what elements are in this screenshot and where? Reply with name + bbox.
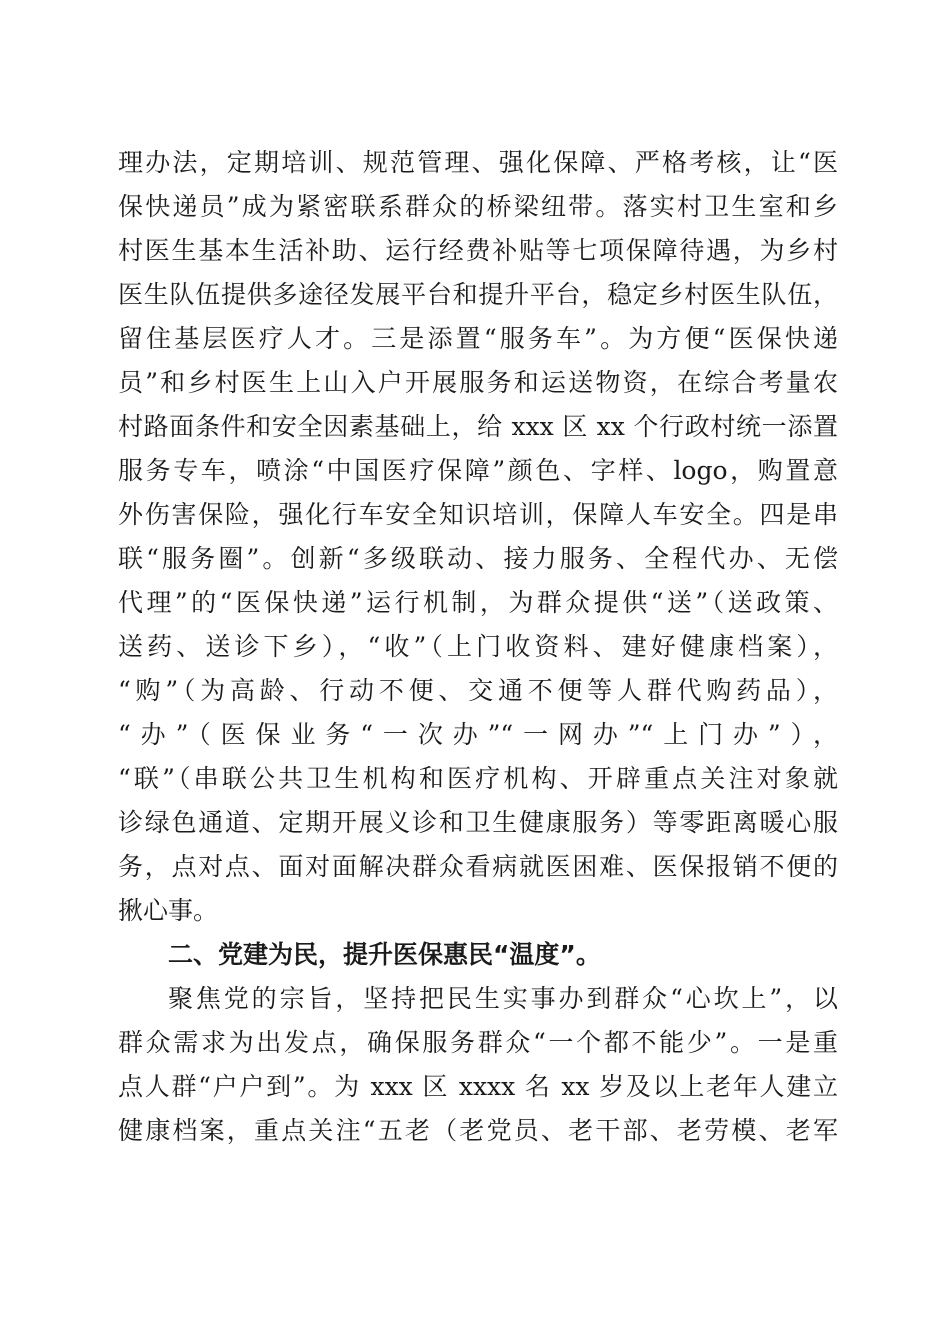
paragraph-line: 送药、送诊下乡），“收”（上门收资料、建好健康档案），	[118, 632, 838, 661]
paragraph-line: 理办法，定期培训、规范管理、强化保障、严格考核，让“医	[118, 148, 838, 177]
paragraph-line: 村医生基本生活补助、运行经费补贴等七项保障待遇，为乡村	[118, 236, 838, 265]
document-body	[118, 141, 838, 1153]
paragraph-line: 员”和乡村医生上山入户开展服务和运送物资，在综合考量农	[118, 368, 838, 397]
paragraph-line: 代理”的“医保快递”运行机制，为群众提供“送”（送政策、	[118, 588, 838, 617]
paragraph-line: 村路面条件和安全因素基础上，给 xxx 区 xx 个行政村统一添置	[118, 412, 838, 441]
paragraph-line: 揪心事。	[118, 896, 219, 925]
paragraph-line: 联“服务圈”。创新“多级联动、接力服务、全程代办、无偿	[118, 544, 838, 573]
paragraph-line: 医生队伍提供多途径发展平台和提升平台，稳定乡村医生队伍，	[118, 280, 838, 309]
paragraph-line: 务，点对点、面对面解决群众看病就医困难、医保报销不便的	[118, 852, 838, 881]
section-heading: 二、党建为民，提升医保惠民“温度”。	[168, 940, 601, 969]
paragraph-line: “联”（串联公共卫生机构和医疗机构、开辟重点关注对象就	[118, 764, 838, 793]
paragraph-line: 健康档案，重点关注“五老（老党员、老干部、老劳模、老军	[118, 1116, 838, 1145]
paragraph-line: 外伤害保险，强化行车安全知识培训，保障人车安全。四是串	[118, 500, 838, 529]
paragraph-line: “办”（医保业务“一次办”“一网办”“上门办”），	[118, 720, 838, 749]
paragraph-line: 留住基层医疗人才。三是添置“服务车”。为方便“医保快递	[118, 324, 838, 353]
paragraph-line: “购”（为高龄、行动不便、交通不便等人群代购药品），	[118, 676, 838, 705]
paragraph-line: 诊绿色通道、定期开展义诊和卫生健康服务）等零距离暖心服	[118, 808, 838, 837]
paragraph-line: 保快递员”成为紧密联系群众的桥梁纽带。落实村卫生室和乡	[118, 192, 838, 221]
paragraph-line: 聚焦党的宗旨，坚持把民生实事办到群众“心坎上”，以	[168, 984, 838, 1013]
paragraph-line: 群众需求为出发点，确保服务群众“一个都不能少”。一是重	[118, 1028, 838, 1057]
paragraph-line: 点人群“户户到”。为 xxx 区 xxxx 名 xx 岁及以上老年人建立	[118, 1072, 838, 1101]
paragraph-line: 服务专车，喷涂“中国医疗保障”颜色、字样、logo，购置意	[118, 456, 838, 485]
